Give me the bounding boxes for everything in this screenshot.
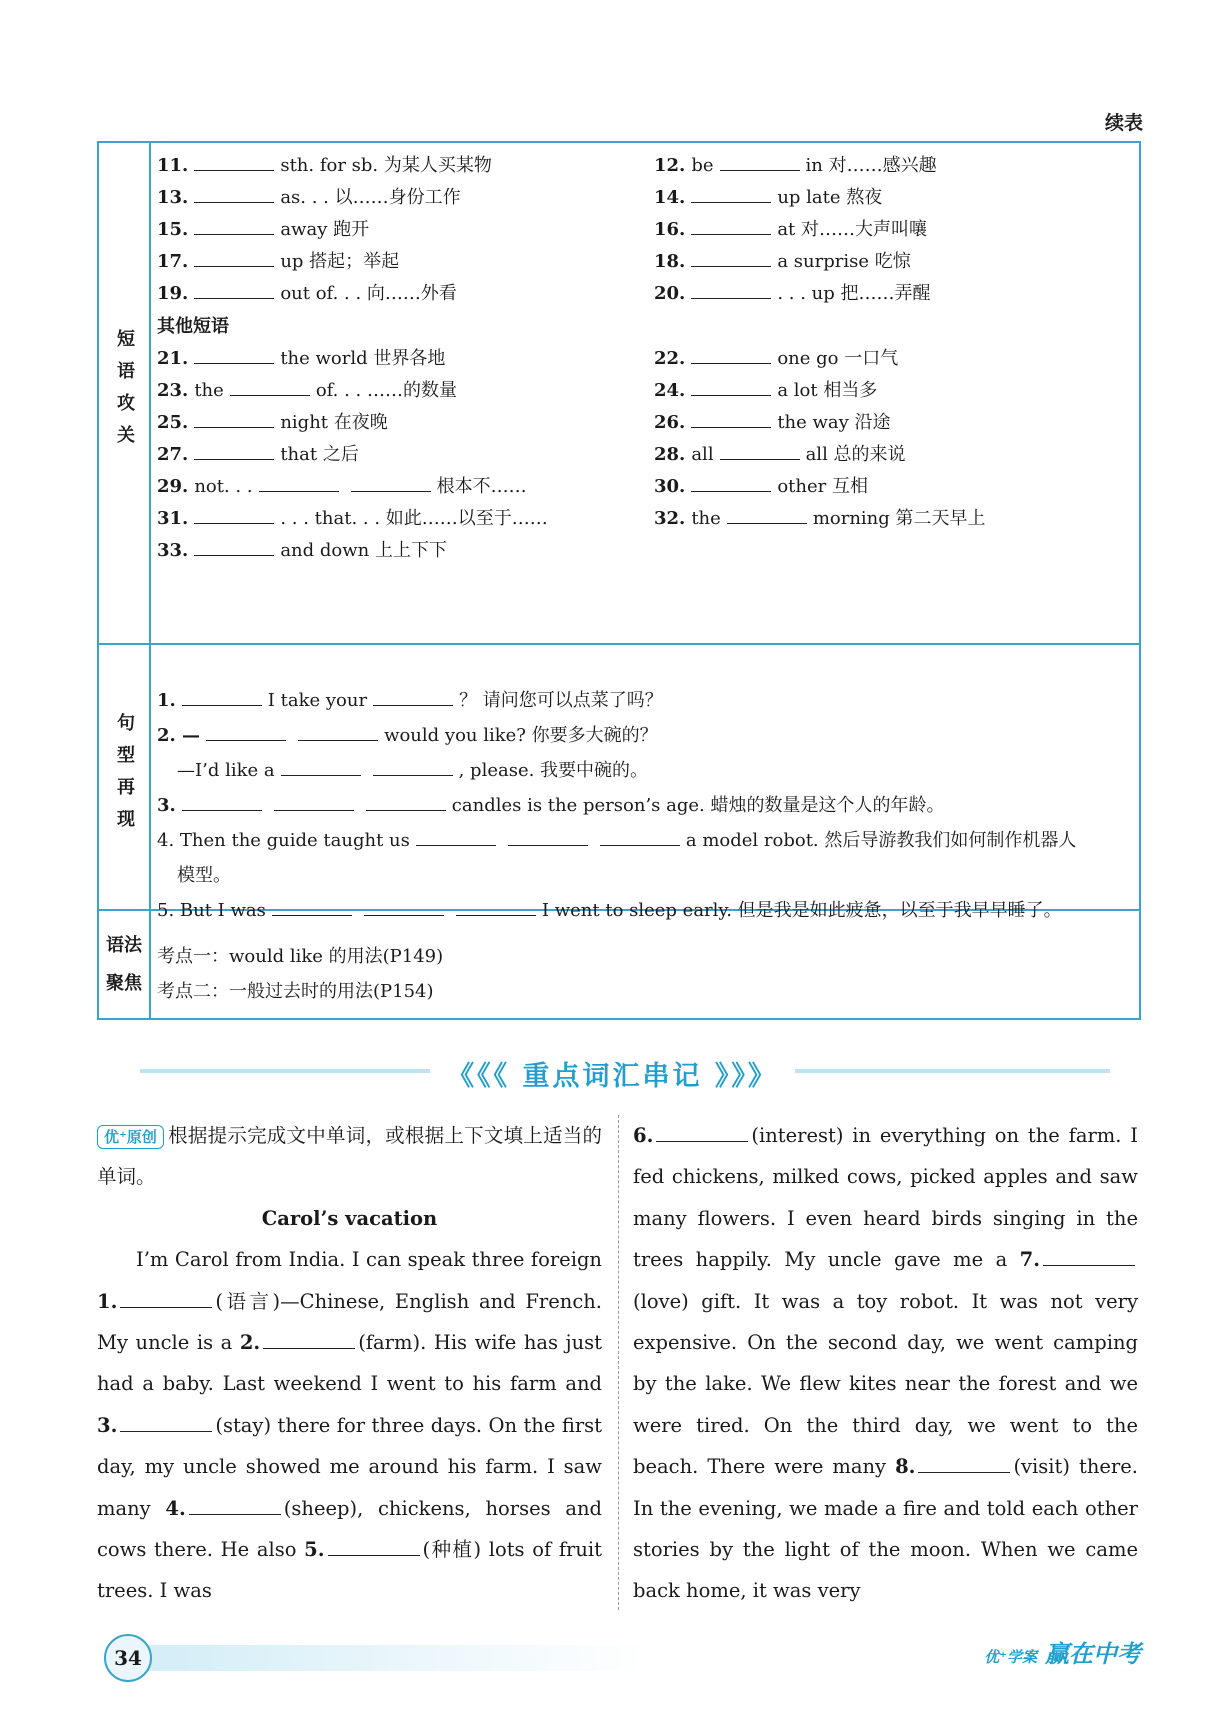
- instruction-text: 根据提示完成文中单词，或根据上下文填上适当的单词。: [97, 1124, 602, 1189]
- blank-number: 8.: [895, 1455, 916, 1479]
- phrase-number: 24.: [654, 379, 686, 401]
- phrase-text: that 之后: [280, 443, 359, 465]
- sentence-text: , please. 我要中碗的。: [458, 760, 649, 781]
- phrase-number: 33.: [157, 540, 189, 562]
- passage-title: Carol’s vacation: [261, 1206, 438, 1230]
- phrase-text: . . . up 把……弄醒: [777, 283, 931, 305]
- grammar-point-2: 考点二：一般过去时的用法(P154): [157, 981, 434, 1002]
- phrase-number: 22.: [654, 347, 686, 369]
- blank[interactable]: [274, 792, 354, 811]
- passage-left-column: [97, 1115, 602, 1612]
- blank[interactable]: [364, 897, 444, 916]
- phrase-item: [157, 344, 445, 370]
- blank-number: 4.: [165, 1496, 186, 1520]
- blank[interactable]: [720, 152, 800, 171]
- banner-title: 《《《 重点词汇串记 》》》: [447, 1061, 778, 1092]
- phrase-item: [157, 151, 492, 177]
- sentence-text: 5. But I was: [157, 900, 266, 921]
- blank[interactable]: [351, 473, 431, 492]
- phrase-text: a lot 相当多: [777, 379, 878, 401]
- passage-right-column: [633, 1115, 1138, 1612]
- phrase-number: 23.: [157, 379, 189, 401]
- divider: [99, 643, 1139, 645]
- phrase-item: [654, 504, 986, 530]
- phrase-text: night 在夜晚: [280, 411, 388, 433]
- passage-text: (种植) lots of fruit trees. I was: [97, 1538, 602, 1603]
- blank[interactable]: [230, 377, 310, 396]
- phrase-text: up 搭起；举起: [280, 251, 400, 273]
- phrase-text: 根本不……: [436, 476, 527, 497]
- sentence-4-cont: 模型。: [177, 865, 231, 886]
- blank[interactable]: [366, 792, 446, 811]
- phrase-text: the way 沿途: [777, 411, 891, 433]
- sentence-5: [157, 896, 1062, 922]
- sentence-text: I went to sleep early. 但是我是如此疲惫，以至于我早早睡了。: [541, 900, 1062, 921]
- passage-text: (sheep), chickens, horses and cows there. He also: [97, 1496, 602, 1562]
- phrases-section-label: [99, 143, 151, 643]
- blank[interactable]: [691, 377, 771, 396]
- sentence-text: 3.: [157, 795, 176, 816]
- blank[interactable]: [194, 184, 274, 203]
- sentence-text: a model robot. 然后导游教我们如何制作机器人: [685, 830, 1077, 851]
- other-phrases-heading: 其他短语: [157, 315, 229, 337]
- sentence-text: 4. Then the guide taught us: [157, 830, 410, 851]
- phrase-number: 18.: [654, 251, 686, 273]
- phrase-item: [157, 472, 527, 498]
- blank[interactable]: [691, 248, 771, 267]
- sentence-text: —I’d like a: [177, 760, 275, 781]
- sentence-2: [157, 721, 658, 747]
- blank[interactable]: [206, 722, 286, 741]
- phrase-text: sth. for sb. 为某人买某物: [280, 155, 492, 176]
- phrase-item: [157, 376, 457, 402]
- phrase-text: all 总的来说: [805, 443, 906, 465]
- blank-6[interactable]: [656, 1123, 748, 1142]
- phrase-text: other 互相: [777, 476, 868, 497]
- phrase-item: [157, 408, 388, 434]
- phrase-item: [157, 536, 447, 562]
- phrase-prefix: be: [691, 155, 714, 176]
- blank[interactable]: [194, 441, 274, 460]
- phrases-label-text: 短语攻关: [114, 329, 135, 457]
- phrase-item: [157, 440, 359, 466]
- blank[interactable]: [194, 537, 274, 556]
- blank-5[interactable]: [328, 1537, 420, 1556]
- sentence-2-answer: [177, 756, 648, 782]
- passage-text: (语言)—Chinese, English and French. My uncle is a: [97, 1289, 602, 1355]
- blank[interactable]: [691, 280, 771, 299]
- passage-text: (visit) there. In the evening, we made a fire and told each other stories by the light of the moon. When we came back home, it was very: [633, 1455, 1138, 1603]
- sentence-text: would you like? 你要多大碗的？: [384, 725, 658, 746]
- passage-text: (interest) in everything on the farm. I fed chickens, milked cows, picked apples and saw many flowers. I even heard birds singing in the trees happily. My uncle gave me a: [633, 1124, 1138, 1272]
- phrase-text: a surprise 吃惊: [777, 251, 911, 273]
- phrase-prefix: the: [691, 508, 721, 530]
- section-banner: [0, 1048, 1225, 1098]
- phrase-prefix: all: [691, 443, 714, 465]
- blank[interactable]: [194, 345, 274, 364]
- blank[interactable]: [194, 152, 274, 171]
- passage-paragraph-cont: [633, 1115, 1138, 1612]
- blank-8[interactable]: [918, 1454, 1010, 1473]
- blank-2[interactable]: [263, 1330, 355, 1349]
- blank-number: 3.: [97, 1413, 118, 1437]
- blank-1[interactable]: [120, 1289, 212, 1308]
- passage-text: (stay) there for three days. On the first day, my uncle showed me around his farm. I saw many: [97, 1413, 602, 1520]
- blank[interactable]: [272, 897, 352, 916]
- sentence-text: 2. —: [157, 725, 201, 746]
- phrase-number: 31.: [157, 508, 189, 530]
- blank[interactable]: [182, 792, 262, 811]
- sentences-section-label: [99, 645, 151, 909]
- blank[interactable]: [691, 409, 771, 428]
- phrase-number: 28.: [654, 443, 686, 465]
- phrase-item: [654, 215, 927, 241]
- blank[interactable]: [720, 441, 800, 460]
- phrase-text: in 对……感兴趣: [805, 155, 937, 176]
- phrase-text: and down 上上下下: [280, 540, 447, 562]
- blank[interactable]: [416, 827, 496, 846]
- page-number: 34: [104, 1634, 152, 1682]
- blank[interactable]: [281, 757, 361, 776]
- blank[interactable]: [691, 345, 771, 364]
- passage-text: (love) gift. It was a toy robot. It was not very expensive. On the second day, we went camping by the lake. We flew kites near the forest and we were tired. On the third day, we went to the beach. There were many: [633, 1289, 1138, 1479]
- phrase-number: 30.: [654, 476, 686, 497]
- phrase-number: 12.: [654, 155, 686, 176]
- blank-3[interactable]: [120, 1413, 212, 1432]
- phrase-text: of. . . ……的数量: [315, 379, 457, 401]
- phrase-item: [654, 247, 911, 273]
- blank-4[interactable]: [189, 1496, 281, 1515]
- phrase-text: one go 一口气: [777, 347, 899, 369]
- phrase-item: [157, 215, 369, 241]
- phrase-item: [157, 279, 457, 305]
- brand-small: 优⁺学案: [984, 1648, 1037, 1666]
- blank[interactable]: [508, 827, 588, 846]
- blank[interactable]: [194, 280, 274, 299]
- column-divider: [618, 1115, 619, 1610]
- brand-name: 赢在中考: [1045, 1640, 1141, 1668]
- sentence-text: 1.: [157, 690, 176, 711]
- blank[interactable]: [298, 722, 378, 741]
- blank[interactable]: [691, 216, 771, 235]
- phrase-number: 21.: [157, 347, 189, 369]
- blank-number: 2.: [239, 1331, 261, 1355]
- phrase-number: 13.: [157, 187, 189, 209]
- original-tag: 优⁺原创: [97, 1125, 164, 1149]
- phrase-prefix: not. . .: [194, 476, 253, 497]
- footer-bar: [148, 1645, 648, 1671]
- blank[interactable]: [194, 505, 274, 524]
- phrase-item: [654, 183, 882, 209]
- blank[interactable]: [182, 687, 262, 706]
- phrase-text: morning 第二天早上: [812, 508, 986, 530]
- phrase-number: 25.: [157, 411, 189, 433]
- blank[interactable]: [600, 827, 680, 846]
- grammar-point-1: 考点一：would like 的用法(P149): [157, 946, 444, 967]
- blank[interactable]: [456, 897, 536, 916]
- instruction: [97, 1115, 602, 1198]
- sentences-label-text: 句型再现: [114, 713, 135, 841]
- phrase-number: 16.: [654, 219, 686, 241]
- sentence-text: ？ 请问您可以点菜了吗？: [459, 690, 663, 711]
- phrase-item: [654, 151, 937, 177]
- phrase-item: [157, 247, 399, 273]
- passage-paragraph: [97, 1239, 602, 1612]
- phrase-text: away 跑开: [280, 219, 370, 241]
- phrase-item: [654, 408, 891, 434]
- grammar-label-2: 聚焦: [106, 972, 142, 994]
- phrase-number: 32.: [654, 508, 686, 530]
- brand-logo: [984, 1634, 1141, 1669]
- phrase-item: [654, 376, 877, 402]
- phrase-number: 27.: [157, 443, 189, 465]
- phrase-item: [654, 344, 898, 370]
- phrase-text: up late 熬夜: [777, 187, 883, 209]
- sentence-3: [157, 791, 944, 817]
- phrase-number: 17.: [157, 251, 189, 273]
- phrase-item: [654, 472, 868, 498]
- blank-7[interactable]: [1043, 1247, 1135, 1266]
- grammar-label-1: 语法: [106, 934, 142, 956]
- continued-label: 续表: [1104, 112, 1143, 134]
- blank[interactable]: [194, 216, 274, 235]
- phrase-item: [654, 440, 906, 466]
- sentence-text: candles is the person’s age. 蜡烛的数量是这个人的年龄。: [451, 795, 945, 816]
- summary-table: [97, 141, 1141, 1020]
- phrase-item: [157, 183, 461, 209]
- phrase-number: 15.: [157, 219, 189, 241]
- phrase-number: 14.: [654, 187, 686, 209]
- phrase-item: [157, 504, 548, 530]
- grammar-section-label: [99, 911, 151, 1018]
- phrase-text: as. . . 以……身份工作: [280, 187, 461, 209]
- sentence-text: I take your: [267, 690, 368, 711]
- sentence-1: [157, 686, 663, 712]
- blank[interactable]: [727, 505, 807, 524]
- phrase-number: 11.: [157, 155, 189, 176]
- blank-number: 6.: [633, 1124, 654, 1147]
- phrase-number: 20.: [654, 283, 686, 305]
- blank-number: 7.: [1019, 1248, 1040, 1272]
- phrase-number: 26.: [654, 411, 686, 433]
- blank-number: 1.: [97, 1289, 118, 1313]
- blank[interactable]: [691, 473, 771, 492]
- phrase-number: 29.: [157, 476, 189, 497]
- phrase-text: at 对……大声叫嚷: [777, 219, 928, 241]
- passage-text: (farm). His wife has just had a baby. Last weekend I went to his farm and: [97, 1331, 603, 1396]
- blank-number: 5.: [304, 1538, 325, 1562]
- passage-text: I’m Carol from India. I can speak three foreign: [136, 1248, 602, 1272]
- phrase-text: the world 世界各地: [280, 347, 446, 369]
- blank[interactable]: [194, 409, 274, 428]
- blank[interactable]: [373, 757, 453, 776]
- phrase-item: [654, 279, 931, 305]
- blank[interactable]: [259, 473, 339, 492]
- phrase-text: out of. . . 向……外看: [280, 283, 457, 305]
- blank[interactable]: [373, 687, 453, 706]
- phrase-prefix: the: [194, 379, 224, 401]
- phrase-text: . . . that. . . 如此……以至于……: [280, 508, 548, 530]
- blank[interactable]: [691, 184, 771, 203]
- phrase-number: 19.: [157, 283, 189, 305]
- sentence-4: [157, 826, 1076, 852]
- blank[interactable]: [194, 248, 274, 267]
